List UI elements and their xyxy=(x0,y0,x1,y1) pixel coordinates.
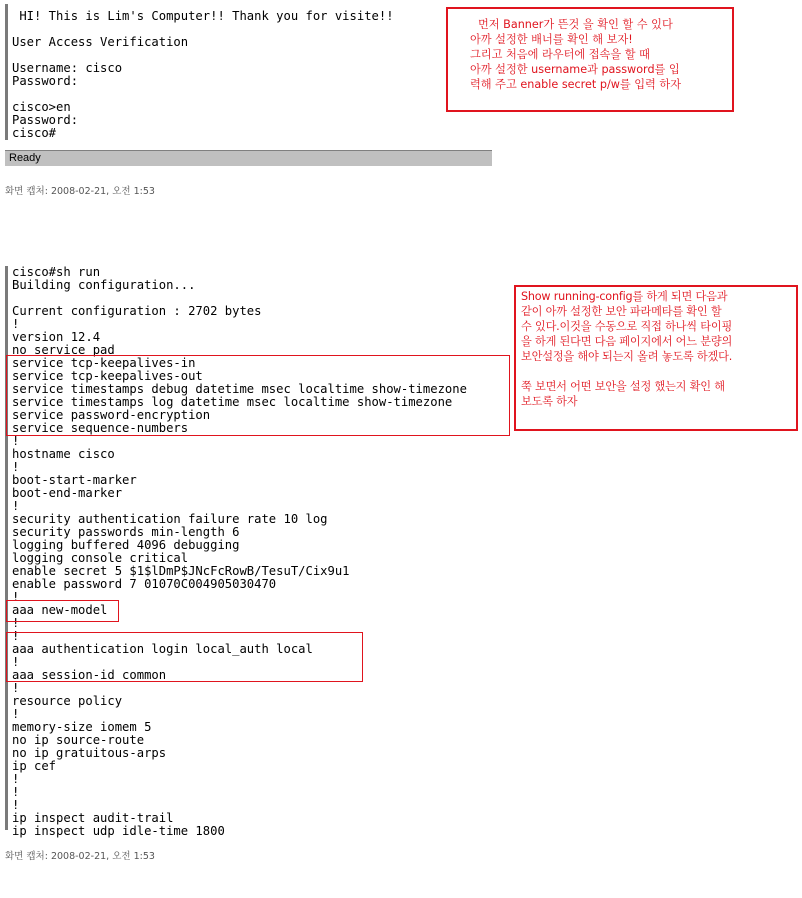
terminal-line: ip inspect audit-trail xyxy=(12,811,174,825)
note-line: 보안설정을 해야 되는지 올려 놓도록 하겠다. xyxy=(521,350,733,363)
terminal-left-border xyxy=(5,266,8,830)
terminal-line: ! xyxy=(12,629,20,643)
status-text: Ready xyxy=(9,152,41,164)
terminal-line: security authentication failure rate 10 log xyxy=(12,512,328,526)
terminal-line: service sequence-numbers xyxy=(12,421,189,435)
terminal-line: ! xyxy=(12,785,20,799)
capture-caption-1: 화면 캡처: 2008-02-21, 오전 1:53 xyxy=(5,186,155,197)
terminal-line: ! xyxy=(12,616,20,630)
terminal-line: cisco# xyxy=(12,126,57,140)
terminal-line: ! xyxy=(12,655,20,669)
note-line: 수 있다.이것을 수동으로 직접 하나씩 타이핑 xyxy=(521,320,733,333)
terminal-line: service timestamps debug datetime msec localtime show-timezone xyxy=(12,382,467,396)
terminal-line: service timestamps log datetime msec localtime show-timezone xyxy=(12,395,453,409)
terminal-line: boot-start-marker xyxy=(12,473,137,487)
terminal-line: ! xyxy=(12,590,20,604)
terminal-line: aaa new-model xyxy=(12,603,108,617)
terminal-line: service tcp-keepalives-in xyxy=(12,356,196,370)
terminal-line: Current configuration : 2702 bytes xyxy=(12,304,262,318)
note-line: 쭉 보면서 어떤 보안을 설정 했는지 확인 해 xyxy=(521,380,725,393)
terminal-line: ! xyxy=(12,772,20,786)
terminal-line: Password: xyxy=(12,113,79,127)
note-line: 그리고 처음에 라우터에 접속을 할 때 xyxy=(470,48,650,61)
terminal-line: ! xyxy=(12,317,20,331)
annotation-note-1 xyxy=(446,7,734,112)
note-line: 먼저 Banner가 뜬것 을 확인 할 수 있다 xyxy=(478,18,673,31)
terminal-output-1 xyxy=(12,10,394,140)
terminal-line: memory-size iomem 5 xyxy=(12,720,152,734)
terminal-line: ! xyxy=(12,434,20,448)
terminal-line: HI! This is Lim's Computer!! Thank you for visite!! xyxy=(19,9,394,23)
highlight-aaa-authentication xyxy=(6,632,363,682)
terminal-line: cisco#sh run xyxy=(12,265,101,279)
highlight-service-commands xyxy=(6,355,510,436)
terminal-line: no service pad xyxy=(12,343,115,357)
terminal-line: ip inspect udp idle-time 1800 xyxy=(12,824,225,838)
terminal-line: service password-encryption xyxy=(12,408,211,422)
note-line: 같이 아까 설정한 보안 파라메타를 확인 할 xyxy=(521,305,722,318)
terminal-line: no ip gratuitous-arps xyxy=(12,746,167,760)
terminal-line: no ip source-route xyxy=(12,733,145,747)
terminal-line: ip cef xyxy=(12,759,57,773)
capture-caption-2: 화면 캡처: 2008-02-21, 오전 1:53 xyxy=(5,851,155,862)
note-line: 력해 주고 enable secret p/w를 입력 하자 xyxy=(470,78,682,91)
note-line xyxy=(521,364,796,379)
status-bar xyxy=(5,150,492,166)
terminal-line: boot-end-marker xyxy=(12,486,123,500)
terminal-line: logging console critical xyxy=(12,551,189,565)
terminal-window-1[interactable] xyxy=(5,4,493,140)
terminal-line: hostname cisco xyxy=(12,447,115,461)
terminal-line: security passwords min-length 6 xyxy=(12,525,240,539)
terminal-output-2 xyxy=(12,266,467,838)
terminal-line: Username: cisco xyxy=(12,61,123,75)
terminal-line: ! xyxy=(12,798,20,812)
terminal-line: logging buffered 4096 debugging xyxy=(12,538,240,552)
terminal-line: ! xyxy=(12,681,20,695)
terminal-line: enable password 7 01070C004905030470 xyxy=(12,577,277,591)
note-line: 을 하게 된다면 다음 페이지에서 어느 분량의 xyxy=(521,335,733,348)
terminal-left-border xyxy=(5,4,8,140)
terminal-line: Building configuration... xyxy=(12,278,196,292)
annotation-note-2 xyxy=(514,285,798,431)
terminal-line: Password: xyxy=(12,74,79,88)
terminal-line: ! xyxy=(12,460,20,474)
terminal-window-2[interactable] xyxy=(5,265,510,838)
terminal-line: User Access Verification xyxy=(12,35,189,49)
terminal-line: enable secret 5 $1$lDmP$JNcFcRowB/TesuT/Cix9u1 xyxy=(12,564,350,578)
terminal-line: ! xyxy=(12,707,20,721)
note-line: 아까 설정한 username과 password를 입 xyxy=(470,63,680,76)
note-line: 보도록 하자 xyxy=(521,395,578,408)
terminal-line: service tcp-keepalives-out xyxy=(12,369,203,383)
terminal-line: cisco>en xyxy=(12,100,71,114)
note-line: Show running-config를 하게 되면 다음과 xyxy=(521,290,728,303)
highlight-aaa-new-model xyxy=(6,600,119,622)
terminal-line: aaa authentication login local_auth local xyxy=(12,642,313,656)
terminal-line: aaa session-id common xyxy=(12,668,167,682)
note-line: 아까 설정한 배너를 확인 해 보자! xyxy=(470,33,633,46)
terminal-line: version 12.4 xyxy=(12,330,101,344)
terminal-line: resource policy xyxy=(12,694,123,708)
terminal-line: ! xyxy=(12,499,20,513)
